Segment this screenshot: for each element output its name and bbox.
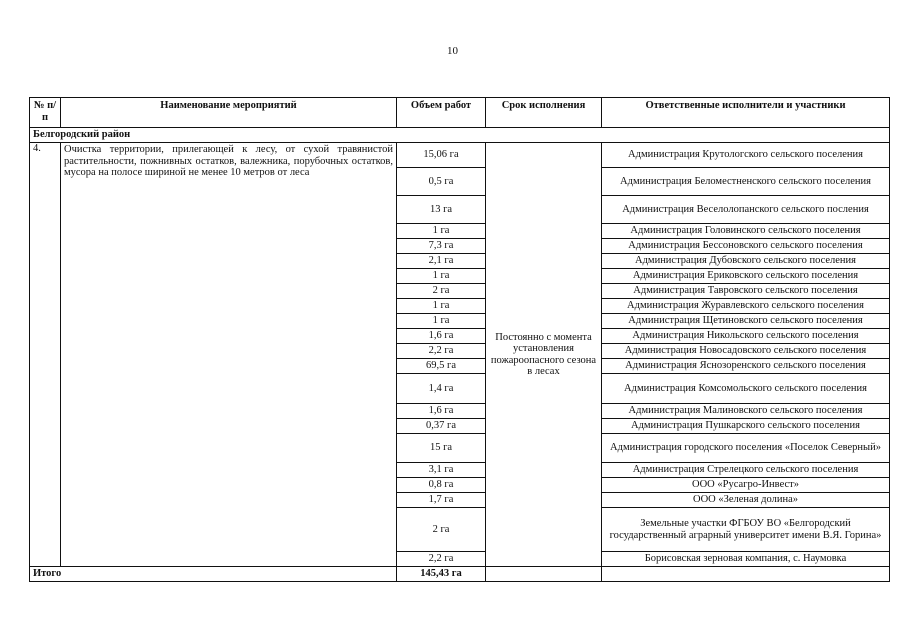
header-num: № п/п (30, 98, 61, 128)
responsible-cell: Борисовская зерновая компания, с. Наумовка (602, 552, 890, 567)
responsible-cell: Администрация Малиновского сельского поселения (602, 404, 890, 419)
responsible-cell: Администрация городского поселения «Поселок Северный» (602, 434, 890, 463)
volume-cell: 13 га (397, 196, 486, 224)
volume-cell: 1 га (397, 299, 486, 314)
responsible-cell: ООО «Зеленая долина» (602, 493, 890, 508)
total-row (30, 567, 890, 582)
volume-cell: 2,1 га (397, 254, 486, 269)
responsible-cell: Администрация Никольского сельского поселения (602, 329, 890, 344)
responsible-cell: Администрация Ериковского сельского поселения (602, 269, 890, 284)
header-responsible: Ответственные исполнители и участники (602, 98, 890, 128)
activity-number: 4. (30, 143, 61, 567)
responsible-cell: Администрация Веселолопанского сельского посления (602, 196, 890, 224)
responsible-cell: ООО «Русагро-Инвест» (602, 478, 890, 493)
responsible-cell: Администрация Журавлевского сельского поселения (602, 299, 890, 314)
total-label: Итого (30, 567, 397, 582)
responsible-cell: Администрация Дубовского сельского поселения (602, 254, 890, 269)
volume-cell: 1,4 га (397, 374, 486, 404)
volume-cell: 1 га (397, 269, 486, 284)
responsible-cell: Администрация Тавровского сельского поселения (602, 284, 890, 299)
volume-cell: 0,37 га (397, 419, 486, 434)
volume-cell: 2,2 га (397, 344, 486, 359)
volume-cell: 2,2 га (397, 552, 486, 567)
volume-cell: 1 га (397, 314, 486, 329)
table-header-row (30, 98, 890, 128)
activity-name: Очистка территории, прилегающей к лесу, от сухой травянистой растительности, пожнивных остатков, валежника, порубочных остатков, мусора на полосе шириной не менее 10 метров от леса (61, 143, 397, 567)
volume-cell: 1,6 га (397, 329, 486, 344)
section-title: Белгородский район (30, 128, 890, 143)
table-row (30, 143, 890, 168)
page-number: 10 (447, 45, 458, 57)
responsible-cell: Администрация Пушкарского сельского поселения (602, 419, 890, 434)
responsible-cell: Земельные участки ФГБОУ ВО «Белгородский государственный аграрный университет имени В.Я. Горина» (602, 508, 890, 552)
volume-cell: 1,6 га (397, 404, 486, 419)
responsible-cell: Администрация Комсомольского сельского поселения (602, 374, 890, 404)
header-term: Срок исполнения (486, 98, 602, 128)
responsible-cell: Администрация Беломестненского сельского поселения (602, 168, 890, 196)
responsible-cell: Администрация Щетиновского сельского поселения (602, 314, 890, 329)
volume-cell: 3,1 га (397, 463, 486, 478)
responsible-cell: Администрация Яснозоренского сельского поселения (602, 359, 890, 374)
responsible-cell: Администрация Новосадовского сельского поселения (602, 344, 890, 359)
total-empty-term (486, 567, 602, 582)
volume-cell: 2 га (397, 284, 486, 299)
volume-cell: 69,5 га (397, 359, 486, 374)
term-cell: Постоянно с момента установления пожароопасного сезона в лесах (486, 143, 602, 567)
responsible-cell: Администрация Головинского сельского поселения (602, 224, 890, 239)
header-name: Наименование мероприятий (61, 98, 397, 128)
responsible-cell: Администрация Крутологского сельского поселения (602, 143, 890, 168)
volume-cell: 0,8 га (397, 478, 486, 493)
volume-cell: 1 га (397, 224, 486, 239)
volume-cell: 0,5 га (397, 168, 486, 196)
volume-cell: 2 га (397, 508, 486, 552)
total-volume: 145,43 га (397, 567, 486, 582)
volume-cell: 15,06 га (397, 143, 486, 168)
responsible-cell: Администрация Стрелецкого сельского поселения (602, 463, 890, 478)
header-volume: Объем работ (397, 98, 486, 128)
volume-cell: 1,7 га (397, 493, 486, 508)
activities-table (29, 97, 890, 582)
section-row (30, 128, 890, 143)
volume-cell: 7,3 га (397, 239, 486, 254)
total-empty-responsible (602, 567, 890, 582)
volume-cell: 15 га (397, 434, 486, 463)
responsible-cell: Администрация Бессоновского сельского поселения (602, 239, 890, 254)
